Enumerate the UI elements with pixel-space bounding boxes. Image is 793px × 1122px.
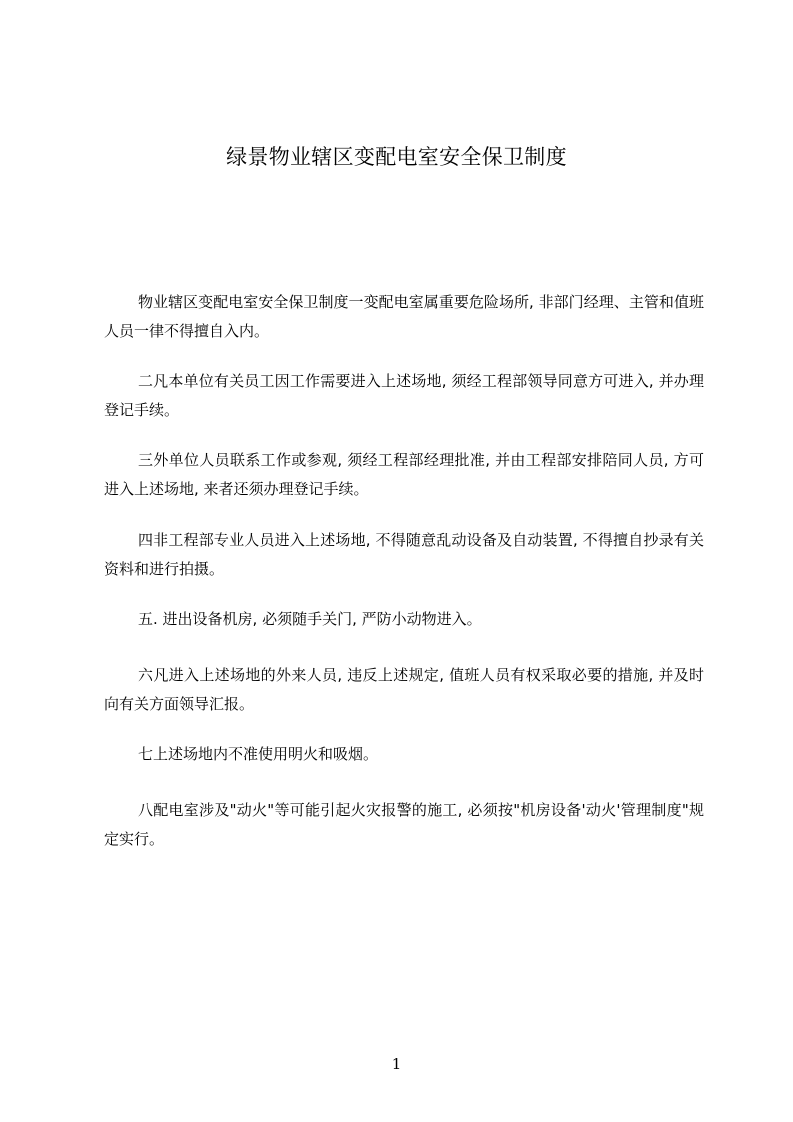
paragraph-1: 物业辖区变配电室安全保卫制度一变配电室属重要危险场所, 非部门经理、主管和值班人员一律不得擅自入内。	[104, 293, 704, 340]
paragraph-4: 四非工程部专业人员进入上述场地, 不得随意乱动设备及自动装置, 不得擅自抄录有关资料和进行拍摄。	[104, 531, 704, 578]
page-number: 1	[391, 1055, 402, 1073]
paragraph-5: 五. 进出设备机房, 必须随手关门, 严防小动物进入。	[138, 610, 482, 628]
paragraph-7: 七上述场地内不准使用明火和吸烟。	[138, 745, 379, 763]
paragraph-8: 八配电室涉及"动火"等可能引起火灾报警的施工, 必须按"机房设备'动火'管理制度"规定实行。	[104, 801, 704, 848]
paragraph-3: 三外单位人员联系工作或参观, 须经工程部经理批准, 并由工程部安排陪同人员, 方可进入上述场地, 来者还须办理登记手续。	[104, 451, 704, 498]
paragraph-6: 六凡进入上述场地的外来人员, 违反上述规定, 值班人员有权采取必要的措施, 并及时向有关方面领导汇报。	[104, 666, 704, 713]
document-title: 绿景物业辖区变配电室安全保卫制度	[226, 145, 567, 169]
paragraph-2: 二凡本单位有关员工因工作需要进入上述场地, 须经工程部领导同意方可进入, 并办理登记手续。	[104, 372, 704, 419]
